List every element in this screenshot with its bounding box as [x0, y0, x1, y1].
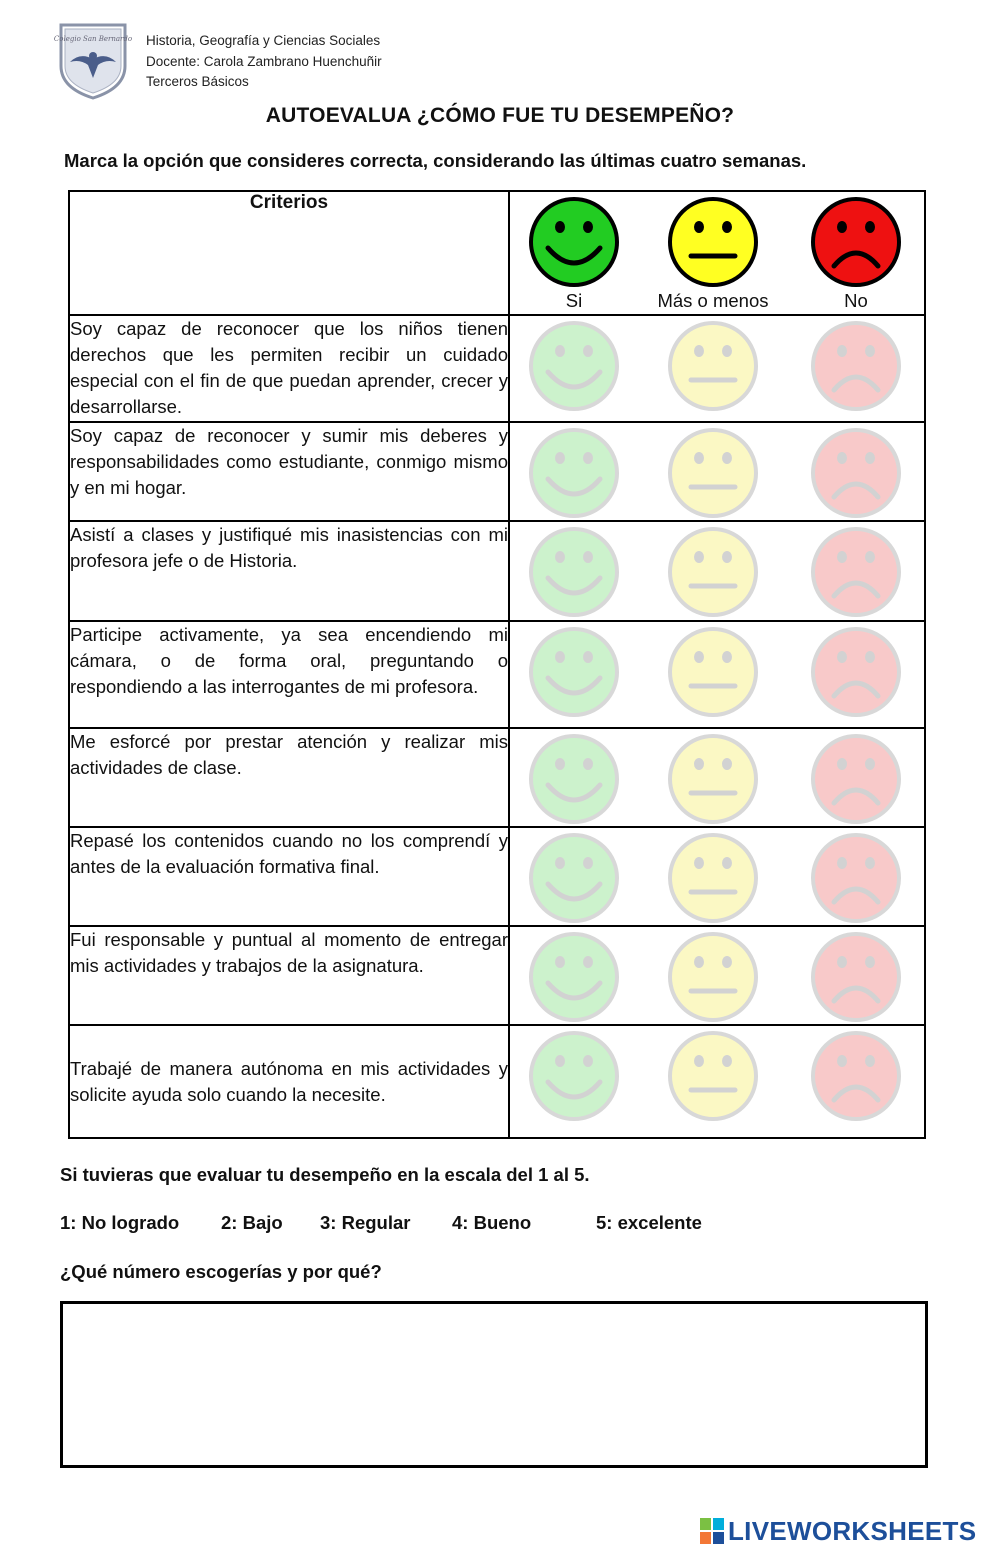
sad-face-option[interactable] — [810, 832, 902, 924]
neutral-face-option[interactable] — [667, 427, 759, 519]
criterion-text: Trabajé de manera autónoma en mis actividades y solicite ayuda solo cuando la necesite. — [69, 1025, 509, 1138]
face-options — [509, 521, 925, 621]
face-options — [509, 926, 925, 1025]
scale-prompt: Si tuvieras que evaluar tu desempeño en la escala del 1 al 5. — [60, 1164, 590, 1185]
happy-face-icon — [528, 196, 620, 288]
sad-face-option[interactable] — [810, 733, 902, 825]
criterion-text: Fui responsable y puntual al momento de entregar mis actividades y trabajos de la asignatura. — [69, 926, 509, 1025]
happy-face-option[interactable] — [528, 427, 620, 519]
answer-textbox[interactable] — [60, 1301, 928, 1468]
happy-face-option[interactable] — [528, 733, 620, 825]
self-evaluation-table — [68, 190, 926, 1139]
option-label: No — [844, 290, 868, 311]
options-header — [509, 191, 925, 315]
sad-face-option[interactable] — [810, 320, 902, 412]
face-options — [509, 315, 925, 422]
header-info — [146, 31, 382, 93]
scale-item-4: 4: Bueno — [452, 1212, 532, 1233]
face-options — [509, 728, 925, 827]
neutral-face-option[interactable] — [667, 931, 759, 1023]
sad-face-option[interactable] — [810, 427, 902, 519]
neutral-face-option[interactable] — [667, 832, 759, 924]
face-options — [509, 621, 925, 728]
criteria-header: Criterios — [69, 191, 509, 315]
face-options — [509, 422, 925, 521]
table-row — [69, 422, 925, 521]
logo-text: Colegio San Bernardo — [53, 35, 133, 43]
happy-face-option[interactable] — [528, 626, 620, 718]
happy-face-option[interactable] — [528, 526, 620, 618]
grade-line: Terceros Básicos — [146, 74, 249, 89]
option-label: Más o menos — [657, 290, 769, 311]
happy-face-option[interactable] — [528, 931, 620, 1023]
teacher-line: Docente: Carola Zambrano Huenchuñir — [146, 53, 382, 69]
neutral-face-option[interactable] — [667, 733, 759, 825]
criterion-text: Asistí a clases y justifiqué mis inasistencias con mi profesora jefe o de Historia. — [69, 521, 509, 621]
sad-face-icon — [810, 196, 902, 288]
neutral-face-option[interactable] — [667, 320, 759, 412]
happy-face-option[interactable] — [528, 1030, 620, 1122]
scale-item-5: 5: excelente — [596, 1212, 702, 1233]
neutral-face-icon — [667, 196, 759, 288]
happy-face-option[interactable] — [528, 320, 620, 412]
face-options — [509, 827, 925, 926]
scale-item-2: 2: Bajo — [221, 1212, 283, 1233]
criterion-text: Me esforcé por prestar atención y realizar mis actividades de clase. — [69, 728, 509, 827]
table-row — [69, 521, 925, 621]
scale-item-1: 1: No logrado — [60, 1212, 180, 1233]
table-row — [69, 315, 925, 422]
table-header-row — [69, 191, 925, 315]
table-row — [69, 621, 925, 728]
scale-item-3: 3: Regular — [320, 1212, 411, 1233]
table-row — [69, 827, 925, 926]
table-row — [69, 926, 925, 1025]
school-logo — [53, 22, 133, 100]
instruction-text: Marca la opción que consideres correcta, considerando las últimas cuatro semanas. — [64, 150, 807, 171]
brand-text: LIVEWORKSHEETS — [728, 1515, 977, 1546]
neutral-face-option[interactable] — [667, 1030, 759, 1122]
subject-line: Historia, Geografía y Ciencias Sociales — [146, 33, 381, 48]
criterion-text: Repasé los contenidos cuando no los comprendí y antes de la evaluación formativa final. — [69, 827, 509, 926]
neutral-face-option[interactable] — [667, 526, 759, 618]
open-question: ¿Qué número escogerías y por qué? — [60, 1261, 382, 1282]
liveworksheets-brand — [700, 1516, 976, 1546]
table-row — [69, 1025, 925, 1138]
sad-face-option[interactable] — [810, 1030, 902, 1122]
page-title: AUTOEVALUA ¿CÓMO FUE TU DESEMPEÑO? — [265, 104, 735, 127]
criterion-text: Soy capaz de reconocer que los niños tienen derechos que les permiten recibir un cuidado especial con el fin de que puedan aprender, crecer y desarrollarse. — [69, 315, 509, 422]
sad-face-option[interactable] — [810, 526, 902, 618]
happy-face-option[interactable] — [528, 832, 620, 924]
table-row — [69, 728, 925, 827]
option-label: Si — [565, 290, 583, 311]
face-options — [509, 1025, 925, 1138]
criterion-text: Participe activamente, ya sea encendiendo mi cámara, o de forma oral, preguntando o respondiendo a las interrogantes de mi profesora. — [69, 621, 509, 728]
neutral-face-option[interactable] — [667, 626, 759, 718]
sad-face-option[interactable] — [810, 931, 902, 1023]
sad-face-option[interactable] — [810, 626, 902, 718]
liveworksheets-logo-icon — [700, 1518, 724, 1544]
criterion-text: Soy capaz de reconocer y sumir mis deberes y responsabilidades como estudiante, conmigo mismo y en mi hogar. — [69, 422, 509, 521]
